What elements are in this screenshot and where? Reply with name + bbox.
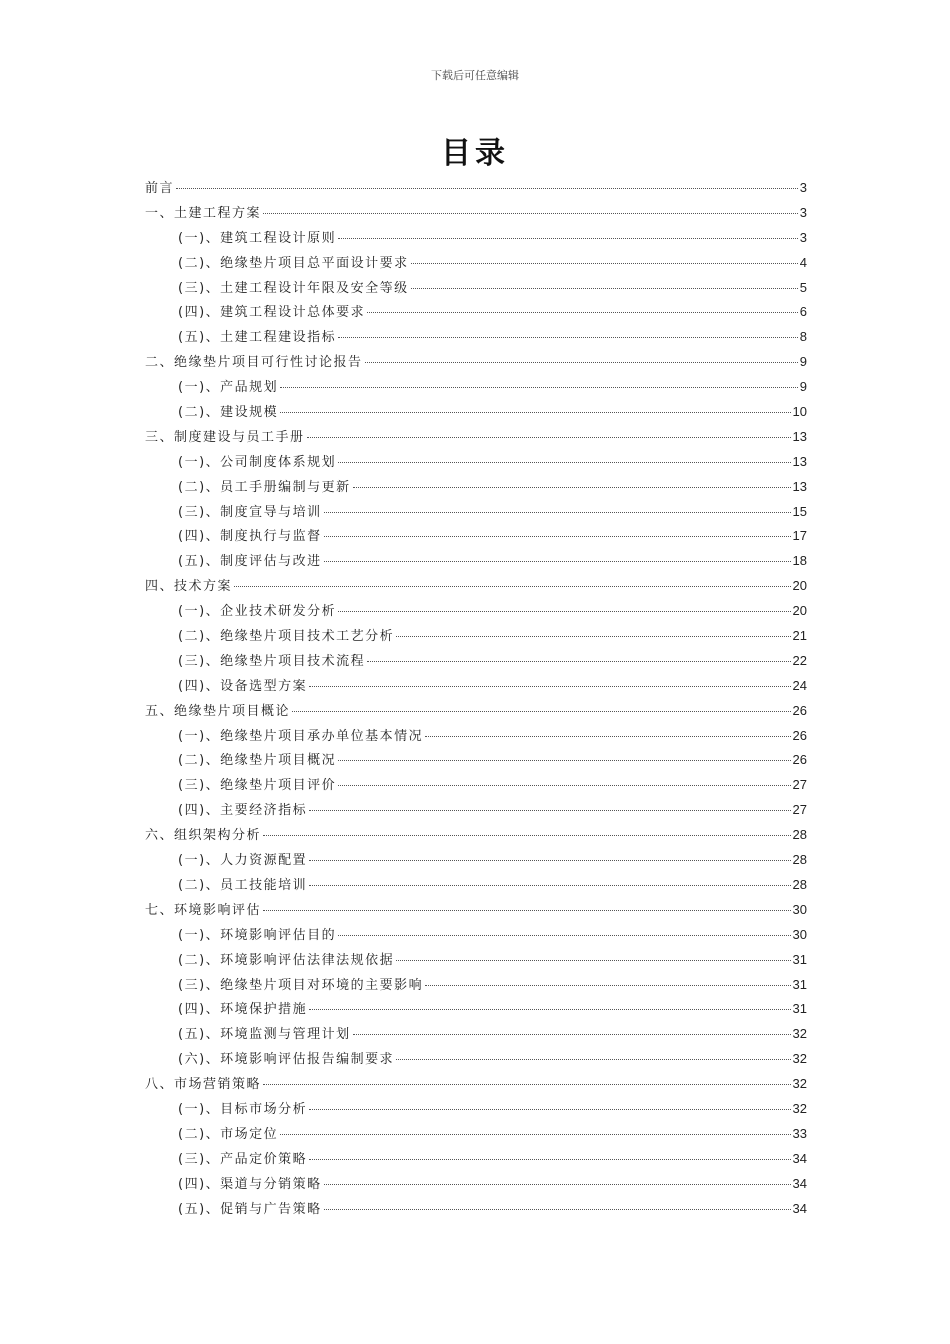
dot-leader (324, 1209, 791, 1210)
toc-entry-page: 8 (799, 329, 807, 345)
dot-leader (307, 437, 791, 438)
toc-entry-page: 24 (792, 677, 807, 693)
toc-entry[interactable] (145, 1047, 807, 1072)
dot-leader (280, 387, 798, 388)
toc-entry-title: 七、环境影响评估 (145, 902, 262, 918)
toc-entry-page: 34 (792, 1150, 807, 1166)
toc-entry-page: 32 (792, 1051, 807, 1067)
toc-entry-title: (一)、建筑工程设计原则 (178, 230, 337, 246)
dot-leader (263, 835, 791, 836)
toc-entry-title: (二)、员工技能培训 (178, 877, 308, 893)
toc-entry[interactable] (145, 674, 807, 699)
toc-entry-page: 21 (792, 628, 807, 644)
dot-leader (353, 487, 791, 488)
toc-entry[interactable] (145, 873, 807, 898)
toc-entry-title: 六、组织架构分析 (145, 828, 262, 844)
toc-entry-page: 20 (792, 578, 807, 594)
toc-entry-page: 31 (792, 976, 807, 992)
toc-entry-page: 13 (792, 478, 807, 494)
toc-entry-title: (四)、主要经济指标 (178, 803, 308, 819)
toc-entry-title: (二)、市场定位 (178, 1126, 279, 1142)
toc-entry-page: 31 (792, 1001, 807, 1017)
toc-entry[interactable] (145, 276, 807, 301)
toc-entry[interactable] (145, 599, 807, 624)
toc-entry-title: (二)、环境影响评估法律法规依据 (178, 952, 395, 968)
toc-entry[interactable] (145, 450, 807, 475)
dot-leader (338, 935, 790, 936)
toc-entry[interactable] (145, 226, 807, 251)
toc-entry[interactable] (145, 923, 807, 948)
toc-entry[interactable] (145, 1172, 807, 1197)
dot-leader (411, 288, 798, 289)
toc-entry-title: (二)、员工手册编制与更新 (178, 479, 351, 495)
toc-entry-page: 3 (799, 180, 807, 195)
toc-entry[interactable] (145, 400, 807, 425)
toc-entry-title: 五、绝缘垫片项目概论 (145, 703, 291, 719)
dot-leader (234, 586, 791, 587)
dot-leader (425, 736, 790, 737)
toc-entry-title: (四)、设备选型方案 (178, 678, 308, 694)
toc-entry-page: 33 (792, 1125, 807, 1141)
dot-leader (367, 312, 798, 313)
toc-entry[interactable] (145, 325, 807, 350)
toc-entry[interactable] (145, 948, 807, 973)
toc-entry-page: 4 (799, 254, 807, 270)
toc-entry[interactable] (145, 1097, 807, 1122)
dot-leader (263, 213, 798, 214)
dot-leader (338, 462, 790, 463)
toc-entry-title: (二)、建设规模 (178, 405, 279, 421)
toc-entry[interactable] (145, 699, 807, 724)
toc-entry[interactable] (145, 425, 807, 450)
toc-entry[interactable] (145, 724, 807, 749)
toc-entry-page: 30 (792, 926, 807, 942)
toc-entry-page: 30 (792, 901, 807, 917)
dot-leader (324, 536, 791, 537)
toc-entry-page: 13 (792, 453, 807, 469)
dot-leader (292, 711, 791, 712)
toc-entry-title: (四)、制度执行与监督 (178, 529, 322, 545)
toc-entry-title: 八、市场营销策略 (145, 1077, 262, 1093)
toc-entry-title: (三)、土建工程设计年限及安全等级 (178, 280, 409, 296)
toc-entry-title: (二)、绝缘垫片项目技术工艺分析 (178, 629, 395, 645)
dot-leader (338, 760, 790, 761)
dot-leader (280, 1134, 790, 1135)
toc-entry-title: (五)、制度评估与改进 (178, 554, 322, 570)
toc-title: 目录 (441, 136, 509, 171)
toc-entry-page: 32 (792, 1100, 807, 1116)
toc-entry-page: 9 (799, 379, 807, 395)
toc-entry-page: 31 (792, 951, 807, 967)
toc-entry[interactable] (145, 549, 807, 574)
toc-entry-page: 26 (792, 702, 807, 718)
dot-leader (324, 512, 791, 513)
dot-leader (338, 337, 798, 338)
toc-entry-title: (三)、制度宣导与培训 (178, 504, 322, 520)
toc-entry[interactable] (145, 201, 807, 226)
toc-entry[interactable] (145, 375, 807, 400)
dot-leader (365, 362, 798, 363)
dot-leader (309, 1159, 790, 1160)
toc-entry[interactable] (145, 1147, 807, 1172)
toc-entry-page: 26 (792, 752, 807, 768)
toc-entry[interactable] (145, 524, 807, 549)
toc-entry[interactable] (145, 973, 807, 998)
toc-entry-page: 9 (799, 354, 807, 370)
toc-entry[interactable] (145, 500, 807, 525)
dot-leader (324, 561, 791, 562)
dot-leader (263, 1084, 791, 1085)
toc-entry[interactable] (145, 823, 807, 848)
toc-entry-title: (五)、促销与广告策略 (178, 1201, 322, 1217)
toc-entry-title: (一)、企业技术研发分析 (178, 604, 337, 620)
dot-leader (396, 1059, 790, 1060)
toc-entry-page: 17 (792, 528, 807, 544)
toc-entry-page: 28 (792, 852, 807, 868)
toc-entry[interactable] (145, 798, 807, 823)
toc-entry-page: 6 (799, 304, 807, 320)
toc-entry-page: 3 (799, 229, 807, 245)
dot-leader (309, 1009, 790, 1010)
toc-entry-title: (一)、环境影响评估目的 (178, 927, 337, 943)
toc-entry-title: 四、技术方案 (145, 579, 233, 595)
dot-leader (411, 263, 798, 264)
toc-entry-title: (五)、土建工程建设指标 (178, 330, 337, 346)
dot-leader (425, 985, 790, 986)
toc-entry[interactable] (145, 848, 807, 873)
toc-entry[interactable] (145, 251, 807, 276)
toc-entry-page: 32 (792, 1076, 807, 1092)
dot-leader (309, 686, 790, 687)
toc-entry-title: (一)、公司制度体系规划 (178, 454, 337, 470)
toc-entry-title: (二)、绝缘垫片项目总平面设计要求 (178, 255, 409, 271)
toc-entry-title: (四)、建筑工程设计总体要求 (178, 305, 366, 321)
toc-entry[interactable] (145, 176, 807, 201)
toc-entry-page: 26 (792, 727, 807, 743)
dot-leader (338, 785, 790, 786)
header-note: 下载后可任意编辑 (431, 69, 519, 82)
toc-entry-page: 34 (792, 1200, 807, 1216)
toc-entry[interactable] (145, 1197, 807, 1222)
dot-leader (338, 611, 790, 612)
toc-entry-title: 三、制度建设与员工手册 (145, 429, 305, 445)
toc-entry-page: 22 (792, 652, 807, 668)
toc-entry-page: 34 (792, 1175, 807, 1191)
toc-entry[interactable] (145, 898, 807, 923)
toc-entry-page: 18 (792, 553, 807, 569)
toc-entry[interactable] (145, 649, 807, 674)
toc-entry[interactable] (145, 624, 807, 649)
toc-entry[interactable] (145, 300, 807, 325)
toc-entry-page: 27 (792, 802, 807, 818)
toc-entry-title: (五)、环境监测与管理计划 (178, 1027, 351, 1043)
toc-entry-title: (四)、渠道与分销策略 (178, 1176, 322, 1192)
toc-entry-page: 28 (792, 876, 807, 892)
toc-entry-title: 二、绝缘垫片项目可行性讨论报告 (145, 355, 363, 371)
toc-entry-title: (三)、产品定价策略 (178, 1151, 308, 1167)
dot-leader (263, 910, 791, 911)
toc-entry[interactable] (145, 1072, 807, 1097)
toc-entry-title: (三)、绝缘垫片项目对环境的主要影响 (178, 977, 424, 993)
toc-entry[interactable] (145, 350, 807, 375)
dot-leader (309, 1109, 790, 1110)
dot-leader (309, 885, 790, 886)
dot-leader (309, 860, 790, 861)
toc-entry[interactable] (145, 1022, 807, 1047)
toc-entry-title: (一)、目标市场分析 (178, 1101, 308, 1117)
toc-entry[interactable] (145, 574, 807, 599)
dot-leader (280, 412, 790, 413)
toc-entry-page: 32 (792, 1026, 807, 1042)
toc-entry-title: 一、土建工程方案 (145, 205, 262, 221)
toc-entry-title: (一)、绝缘垫片项目承办单位基本情况 (178, 728, 424, 744)
dot-leader (396, 960, 790, 961)
toc-entry-page: 10 (792, 404, 807, 420)
dot-leader (367, 661, 790, 662)
dot-leader (353, 1034, 791, 1035)
toc-entry-title: (四)、环境保护措施 (178, 1002, 308, 1018)
dot-leader (396, 636, 790, 637)
toc-entry-page: 28 (792, 827, 807, 843)
toc-entry-page: 13 (792, 428, 807, 444)
table-of-contents (145, 176, 807, 1221)
toc-entry-title: (六)、环境影响评估报告编制要求 (178, 1052, 395, 1068)
toc-entry-title: (一)、产品规划 (178, 380, 279, 396)
toc-entry[interactable] (145, 1122, 807, 1147)
dot-leader (338, 238, 798, 239)
toc-entry[interactable] (145, 997, 807, 1022)
toc-entry-page: 3 (799, 204, 807, 220)
dot-leader (324, 1184, 791, 1185)
dot-leader (309, 810, 790, 811)
toc-entry[interactable] (145, 748, 807, 773)
toc-entry-page: 27 (792, 777, 807, 793)
toc-entry-page: 20 (792, 603, 807, 619)
toc-entry-page: 5 (799, 279, 807, 295)
toc-entry-title: 前言 (145, 181, 175, 196)
toc-entry[interactable] (145, 475, 807, 500)
dot-leader (176, 188, 798, 189)
toc-entry-page: 15 (792, 503, 807, 519)
toc-entry-title: (三)、绝缘垫片项目技术流程 (178, 653, 366, 669)
toc-entry-title: (一)、人力资源配置 (178, 853, 308, 869)
toc-entry[interactable] (145, 773, 807, 798)
toc-entry-title: (二)、绝缘垫片项目概况 (178, 753, 337, 769)
toc-entry-title: (三)、绝缘垫片项目评价 (178, 778, 337, 794)
